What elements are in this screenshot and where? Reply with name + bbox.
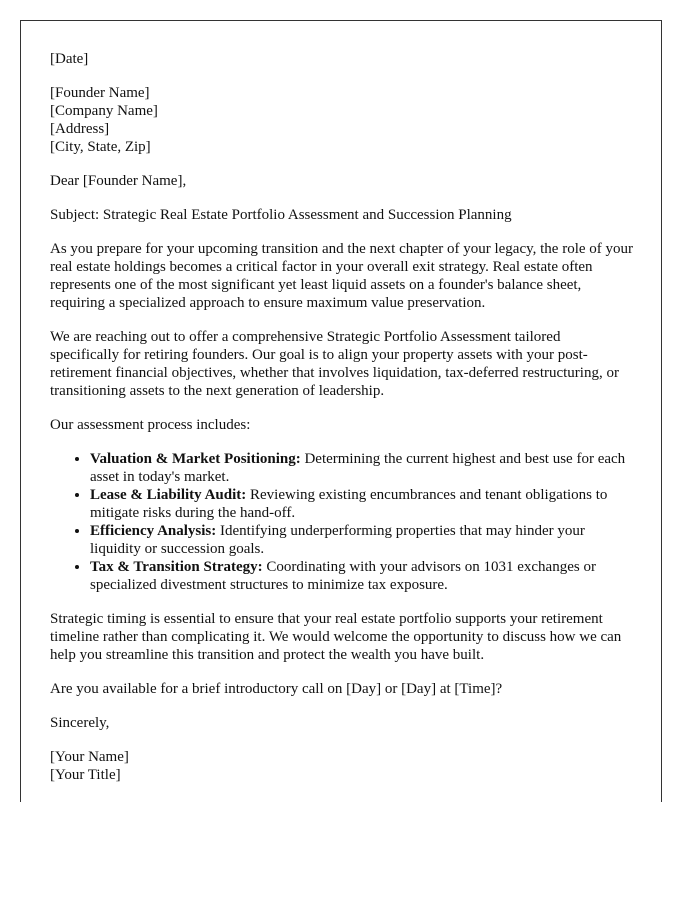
recipient-block — [50, 84, 633, 156]
list-item — [90, 522, 633, 558]
list-item-text: Coordinating with your advisors on 1031 exchanges or specialized divestment structures to minimize tax exposure. — [90, 559, 596, 593]
assessment-list — [50, 450, 633, 594]
list-item-title: Tax & Transition Strategy: — [90, 559, 263, 575]
list-item-text: Determining the current highest and best use for each asset in today's market. — [90, 451, 626, 485]
salutation: Dear [Founder Name], — [50, 173, 187, 189]
list-item — [90, 450, 633, 486]
recipient-city: [City, State, Zip] — [50, 139, 151, 155]
list-item — [90, 486, 633, 522]
body-paragraph: We are reaching out to offer a comprehensive Strategic Portfolio Assessment tailored specifically for retiring founders. Our goal is to align your property assets with your post-retirement financial objectives, whether that involves liquidation, tax-deferred restructuring, or transitioning assets to the next generation of leadership. — [50, 329, 619, 399]
list-item-title: Valuation & Market Positioning: — [90, 451, 301, 467]
body-paragraph: Our assessment process includes: — [50, 417, 251, 433]
sender-title: [Your Title] — [50, 767, 121, 783]
letter-page — [20, 20, 662, 802]
list-item-text: Identifying underperforming properties that may hinder your liquidity or succession goals. — [90, 523, 585, 557]
sender-name: [Your Name] — [50, 749, 129, 765]
list-item-title: Lease & Liability Audit: — [90, 487, 247, 503]
sender-block — [50, 748, 633, 784]
recipient-address: [Address] — [50, 121, 110, 137]
signoff: Sincerely, — [50, 715, 110, 731]
list-item-title: Efficiency Analysis: — [90, 523, 217, 539]
closing-paragraph: Strategic timing is essential to ensure that your real estate portfolio supports your retirement timeline rather than complicating it. We would welcome the opportunity to discuss how we can help you streamline this transition and protect the wealth you have built. — [50, 611, 622, 663]
subject-line: Subject: Strategic Real Estate Portfolio Assessment and Succession Planning — [50, 207, 512, 223]
recipient-company: [Company Name] — [50, 103, 158, 119]
body-paragraph: As you prepare for your upcoming transition and the next chapter of your legacy, the role of your real estate holdings becomes a critical factor in your overall exit strategy. Real estate often represents one of the most significant yet least liquid assets on a founder's balance sheet, requiring a specialized approach to ensure maximum value preservation. — [50, 241, 634, 311]
date: [Date] — [50, 51, 89, 67]
list-item — [90, 558, 633, 594]
recipient-name: [Founder Name] — [50, 85, 150, 101]
closing-paragraph: Are you available for a brief introductory call on [Day] or [Day] at [Time]? — [50, 681, 503, 697]
list-item-text: Reviewing existing encumbrances and tenant obligations to mitigate risks during the hand-off. — [90, 487, 608, 521]
